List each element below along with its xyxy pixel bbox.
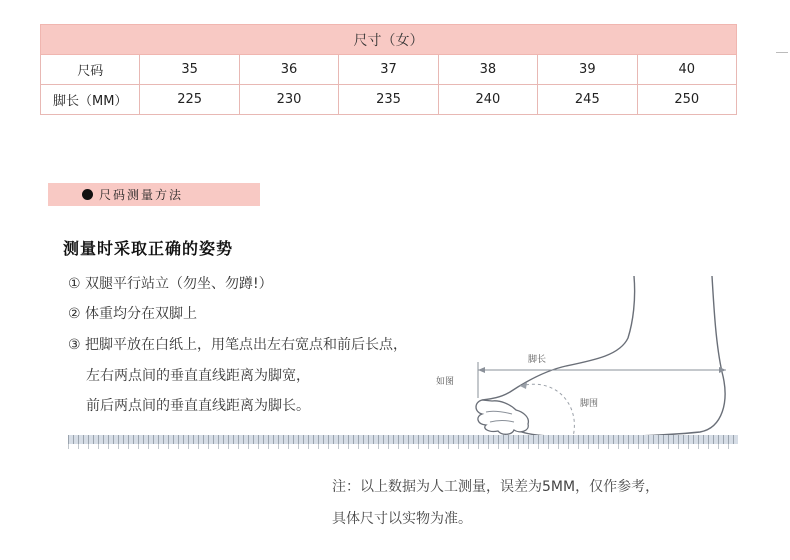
table-cell: 38 — [438, 55, 537, 85]
step-1: ① 双腿平行站立（勿坐、勿蹲!） — [68, 276, 273, 292]
ruler — [68, 435, 738, 444]
foot-length-label: 脚长 — [528, 355, 547, 365]
method-bar-label: 尺码测量方法 — [99, 188, 184, 202]
table-cell: 225 — [140, 85, 239, 115]
note-line-1: 注：以上数据为人工测量，误差为5MM，仅作参考， — [332, 479, 660, 495]
size-table-title: 尺寸（女） — [41, 25, 737, 55]
size-table — [40, 24, 737, 115]
note-line-2: 具体尺寸以实物为准。 — [332, 511, 472, 527]
row-label: 脚长（MM） — [41, 85, 140, 115]
section-title: 测量时采取正确的姿势 — [63, 239, 234, 258]
method-section-bar — [48, 183, 260, 206]
decorative-line — [776, 52, 788, 53]
table-row — [41, 85, 737, 115]
bullet-dot-icon — [82, 189, 93, 200]
table-cell: 235 — [339, 85, 438, 115]
foot-girth-label: 脚围 — [580, 399, 599, 409]
table-cell: 245 — [538, 85, 637, 115]
step-3: ③ 把脚平放在白纸上，用笔点出左右宽点和前后长点， — [68, 337, 407, 353]
foot-outline-icon — [482, 276, 725, 437]
table-cell: 35 — [140, 55, 239, 85]
step-2: ② 体重均分在双脚上 — [68, 306, 198, 322]
table-cell: 250 — [637, 85, 736, 115]
table-cell: 230 — [239, 85, 338, 115]
table-cell: 39 — [538, 55, 637, 85]
table-cell: 36 — [239, 55, 338, 85]
step-3-line-2: 左右两点间的垂直直线距离为脚宽， — [86, 368, 310, 384]
toes-outline-icon — [476, 400, 528, 434]
row-label: 尺码 — [41, 55, 140, 85]
toe-label: 如图 — [436, 377, 455, 387]
step-3-line-3: 前后两点间的垂直直线距离为脚长。 — [86, 398, 310, 414]
ruler-ticks — [68, 444, 738, 449]
table-cell: 240 — [438, 85, 537, 115]
table-row — [41, 55, 737, 85]
table-cell: 37 — [339, 55, 438, 85]
table-cell: 40 — [637, 55, 736, 85]
